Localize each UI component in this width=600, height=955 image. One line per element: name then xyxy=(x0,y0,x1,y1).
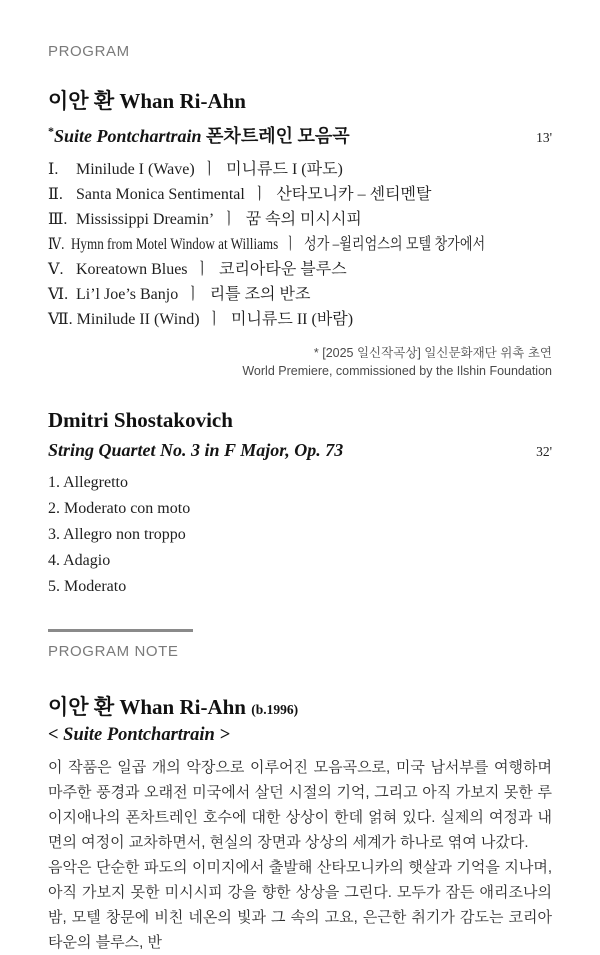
movement-title-en: Koreatown Blues xyxy=(72,261,188,278)
movement-item xyxy=(48,157,552,182)
movement-separator: ㅣ xyxy=(185,286,201,303)
movement-title-ko: 꿈 속의 미시시피 xyxy=(245,211,362,228)
note-paragraph-1: 이 작품은 일곱 개의 악장으로 이루어진 모음곡으로, 미국 남서부를 여행하며 마주한 풍경과 오래전 미국에서 살던 시절의 기억, 그리고 아직 가보지 못한 루이지애나의 폰차트레인 호수에 대한 상상이 한데 얽혀 있다. 실제의 여정과 내면의 여정이 교차하면서, 현실의 장면과 상상의 세계가 하나로 엮여 나갔다. xyxy=(48,759,552,851)
movement-item xyxy=(48,207,552,232)
movement-separator: ㅣ xyxy=(251,186,268,203)
piece-1-title-ko: 폰차트레인 모음곡 xyxy=(206,126,350,146)
movement-title-ko: 미니류드 II (바람) xyxy=(231,311,354,328)
movement-title-en: Hymn from Motel Window at Williams xyxy=(67,236,279,253)
movement-numeral: Ⅴ. xyxy=(48,261,64,278)
note-body xyxy=(48,755,552,955)
movement-separator: ㅣ xyxy=(206,311,223,328)
movement-numeral: Ⅳ. xyxy=(48,236,65,253)
program-note-section-header: PROGRAM NOTE xyxy=(48,643,179,660)
note-composer-name: 이안 환 Whan Ri-Ahn xyxy=(48,695,246,719)
piece-1-title xyxy=(48,119,350,148)
movement-numeral: Ⅵ. xyxy=(48,286,69,303)
note-paragraph-2: 음악은 단순한 파도의 이미지에서 출발해 산타모니카의 햇살과 기억을 지나며, 아직 가보지 못한 미시시피 강을 향한 상상을 그린다. 모두가 잠든 애리조나의 밤, 모텔 창문에 비친 네온의 빛과 그 속의 고요, 은근한 취기가 감도는 코리아타운의 블루스, 반 xyxy=(48,859,552,951)
piece-2-movement-list xyxy=(48,470,552,600)
movement-item: 2. Moderato con moto xyxy=(48,500,191,517)
note-composer-line xyxy=(48,694,552,723)
movement-item xyxy=(48,182,552,207)
movement-title-en: Santa Monica Sentimental xyxy=(72,186,245,203)
premiere-footnote xyxy=(48,345,552,380)
movement-item xyxy=(48,257,552,282)
piece-2-title-row xyxy=(48,438,552,462)
movement-title-ko: 리틀 조의 반조 xyxy=(209,286,311,303)
movement-numeral: Ⅱ. xyxy=(48,186,63,203)
movement-item: 4. Adagio xyxy=(48,552,111,569)
premiere-asterisk: * xyxy=(48,124,54,138)
piece-2-duration: 32' xyxy=(536,444,552,459)
movement-item: 5. Moderato xyxy=(48,578,127,595)
piece-1-duration: 13' xyxy=(536,130,552,145)
piece-1-title-en: Suite Pontchartrain xyxy=(54,126,202,146)
movement-title-en: Minilude I (Wave) xyxy=(72,161,195,178)
movement-item: 1. Allegretto xyxy=(48,474,128,491)
movement-numeral: Ⅲ. xyxy=(48,211,68,228)
movement-separator: ㅣ xyxy=(221,211,237,228)
program-section-header: PROGRAM xyxy=(48,43,130,60)
section-divider-rule xyxy=(48,629,193,632)
piece-2-composer: Dmitri Shostakovich xyxy=(48,408,233,432)
piece-2-title xyxy=(48,438,343,462)
piece-1-section xyxy=(48,88,552,380)
movement-item xyxy=(48,307,552,332)
movement-item: 3. Allegro non troppo xyxy=(48,526,186,543)
movement-title-en: Mississippi Dreamin’ xyxy=(72,211,215,228)
movement-title-ko: 산타모니카 – 센티멘탈 xyxy=(276,186,432,203)
movement-item xyxy=(48,282,552,307)
movement-numeral: Ⅰ. xyxy=(48,161,59,178)
movement-numeral: Ⅶ. xyxy=(48,311,73,328)
movement-title-ko: 코리아타운 블루스 xyxy=(219,261,347,278)
piece-1-composer: 이안 환 Whan Ri-Ahn xyxy=(48,89,246,113)
piece-1-movement-list xyxy=(48,157,552,332)
movement-item xyxy=(48,232,552,257)
piece-2-title-text: String Quartet No. 3 in F Major, Op. 73 xyxy=(48,440,344,460)
movement-separator: ㅣ xyxy=(201,161,218,178)
movement-title-ko: 미니류드 I (파도) xyxy=(226,161,343,178)
piece-2-section xyxy=(48,407,552,600)
movement-separator: ㅣ xyxy=(194,261,210,278)
movement-separator: ㅣ xyxy=(283,236,297,253)
note-work-title: < Suite Pontchartrain > xyxy=(48,725,230,745)
movement-title-ko: 성가 –윌리엄스의 모텔 창가에서 xyxy=(304,236,486,253)
movement-title-en: Li’l Joe’s Banjo xyxy=(72,286,179,303)
premiere-footnote-ko: * [2025 일신작곡상] 일신문화재단 위촉 초연 xyxy=(313,346,552,360)
note-composer-birth-year: (b.1996) xyxy=(251,702,299,717)
piece-1-title-row xyxy=(48,119,552,148)
movement-title-en: Minilude II (Wind) xyxy=(72,311,200,328)
premiere-footnote-en: World Premiere, commissioned by the Ilshin Foundation xyxy=(242,363,552,378)
program-note-section xyxy=(48,694,552,955)
